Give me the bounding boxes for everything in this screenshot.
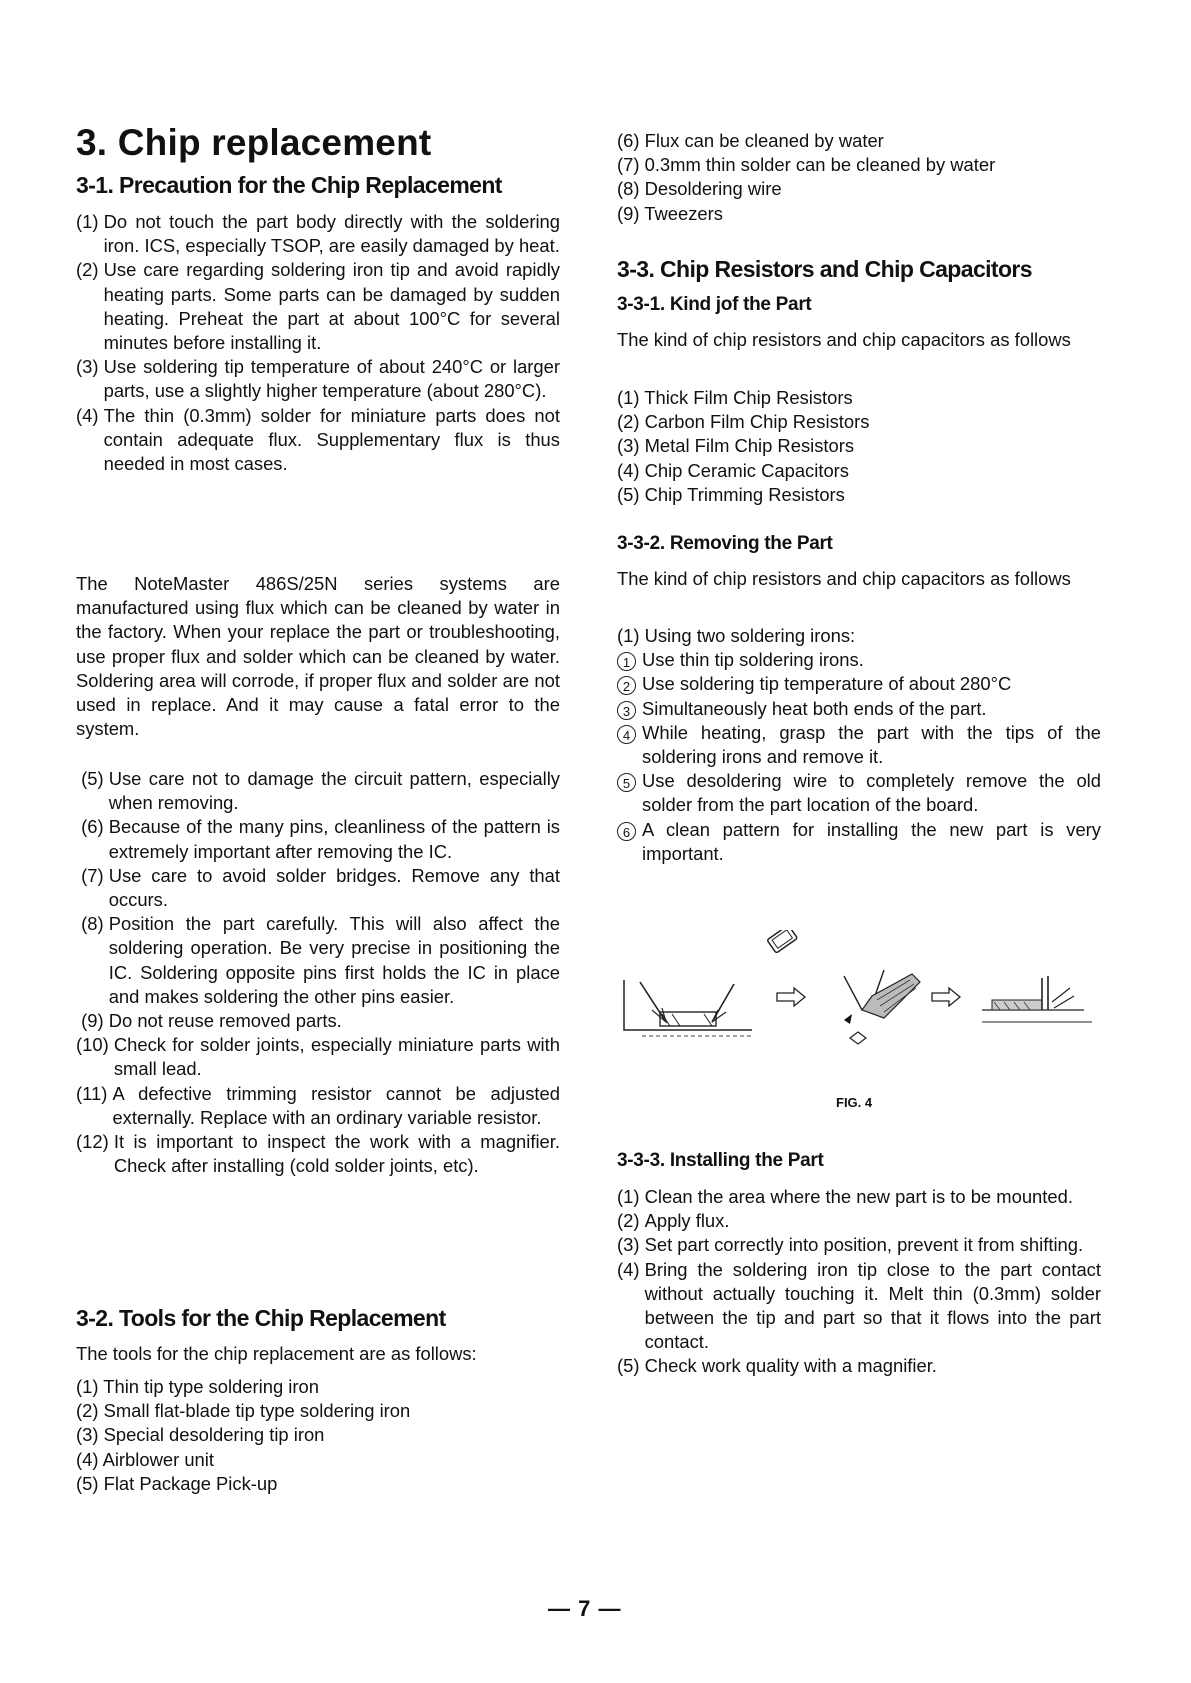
list-item: (6) Because of the many pins, cleanliness of the pattern is extremely important after removing the IC. xyxy=(76,816,560,862)
list-item: (12) It is important to inspect the work with a magnifier. Check after installing (cold solder joints, etc). xyxy=(76,1131,560,1177)
list-item: (9) Do not reuse removed parts. xyxy=(76,1010,342,1032)
kind-list xyxy=(617,386,1101,507)
installing-list xyxy=(617,1185,1101,1379)
circled-number: 1 xyxy=(617,652,636,671)
list-item: (4) Chip Ceramic Capacitors xyxy=(617,459,849,481)
list-item: 2 Use soldering tip temperature of about 280°C xyxy=(617,672,1101,696)
removing-steps xyxy=(617,624,1101,866)
list-item: (6) Flux can be cleaned by water xyxy=(617,130,884,151)
small-diamond-icon xyxy=(850,1032,866,1044)
circled-number: 4 xyxy=(617,725,636,744)
section-3-3-heading: 3-3. Chip Resistors and Chip Capacitors xyxy=(617,256,1032,282)
list-item: (2) Carbon Film Chip Resistors xyxy=(617,411,870,433)
circled-number: 3 xyxy=(617,701,636,720)
removing-lead: (1) Using two soldering irons: xyxy=(617,625,856,646)
list-item: (5) Chip Trimming Resistors xyxy=(617,483,845,505)
tools-intro: The tools for the chip replacement are as follows: xyxy=(76,1343,477,1364)
kind-intro: The kind of chip resistors and chip capacitors as follows xyxy=(617,329,1071,350)
section-3-2-heading: 3-2. Tools for the Chip Replacement xyxy=(76,1305,446,1331)
list-item: (7) 0.3mm thin solder can be cleaned by water xyxy=(617,154,996,176)
circled-number: 2 xyxy=(617,676,636,695)
list-item: (3) Special desoldering tip iron xyxy=(76,1424,325,1446)
arrow-right-icon xyxy=(777,988,805,1006)
tools-list-right xyxy=(617,129,1101,226)
removing-intro: The kind of chip resistors and chip capacitors as follows xyxy=(617,568,1071,589)
list-item: 4 While heating, grasp the part with the tips of the soldering irons and remove it. xyxy=(617,721,1101,769)
clean-pad xyxy=(992,1000,1042,1010)
desoldering-wire xyxy=(862,974,920,1018)
page-title: 3. Chip replacement xyxy=(76,122,432,163)
list-item: (5) Use care not to damage the circuit pattern, especially when removing. xyxy=(76,768,560,814)
list-item: (3) Set part correctly into position, prevent it from shifting. xyxy=(617,1234,1084,1256)
wire-line-left xyxy=(844,976,862,1010)
iron-shaft xyxy=(1042,976,1048,1010)
circled-number: 6 xyxy=(617,822,636,841)
list-item: (3) Metal Film Chip Resistors xyxy=(617,435,855,457)
list-item: (5) Flat Package Pick-up xyxy=(76,1472,278,1494)
section-3-3-2-heading: 3-3-2. Removing the Part xyxy=(617,533,833,554)
small-arrow-icon xyxy=(844,1014,852,1024)
list-item: 6 A clean pattern for installing the new part is very important. xyxy=(617,818,1101,866)
list-item: (5) Check work quality with a magnifier. xyxy=(617,1355,937,1377)
flux-paragraph: The NoteMaster 486S/25N series systems are manufactured using flux which can be cleaned by water in the factory. When your replace the part or troubleshooting, use proper flux and solder which can be cleaned by water. Soldering area will corrode, if proper flux and solder are not used in replace. And it may cause a fatal error to the system. xyxy=(76,573,560,740)
list-item: 1 Use thin tip soldering irons. xyxy=(617,648,1101,672)
iron-tip-lines xyxy=(1052,988,1074,1008)
left-iron xyxy=(640,982,666,1022)
precaution-list-2 xyxy=(76,767,560,1178)
tools-list-left xyxy=(76,1375,560,1496)
precaution-list-1 xyxy=(76,210,560,476)
list-item: (2) Use care regarding soldering iron tip and avoid rapidly heating parts. Some parts can be damaged by sudden heating. Preheat the part at about 100°C for several minutes before installing it. xyxy=(76,259,560,354)
list-item: (4) The thin (0.3mm) solder for miniature parts does not contain adequate flux. Supplementary flux is thus needed in most cases. xyxy=(76,404,560,475)
arrow-right-icon xyxy=(932,988,960,1006)
list-item: (8) Position the part carefully. This will also affect the soldering operation. Be very precise in positioning the IC. Soldering opposite pins first holds the IC in place and makes soldering the other pins easier. xyxy=(76,913,560,1007)
list-item: (10) Check for solder joints, especially miniature parts with small lead. xyxy=(76,1034,560,1080)
list-item: (2) Small flat-blade tip type soldering iron xyxy=(76,1400,411,1422)
removal-illustration xyxy=(622,930,1092,1050)
figure-label: FIG. 4 xyxy=(836,1095,873,1110)
removed-chip-icon xyxy=(767,930,797,953)
list-item: (4) Airblower unit xyxy=(76,1448,214,1470)
list-item: (1) Clean the area where the new part is to be mounted. xyxy=(617,1186,1073,1207)
section-3-3-1-heading: 3-3-1. Kind jof the Part xyxy=(617,294,812,315)
circled-number: 5 xyxy=(617,773,636,792)
section-3-1-heading: 3-1. Precaution for the Chip Replacement xyxy=(76,172,502,198)
list-item: (8) Desoldering wire xyxy=(617,178,782,200)
list-item: 5 Use desoldering wire to completely remove the old solder from the part location of the board. xyxy=(617,769,1101,817)
chip-hatching xyxy=(662,1014,712,1026)
list-item: (3) Use soldering tip temperature of about 240°C or larger parts, use a slightly higher temperature (about 280°C). xyxy=(76,356,560,402)
list-item: (1) Thick Film Chip Resistors xyxy=(617,387,853,408)
list-item: (1) Do not touch the part body directly with the soldering iron. ICS, especially TSOP, are easily damaged by heat. xyxy=(76,211,560,257)
list-item: (7) Use care to avoid solder bridges. Remove any that occurs. xyxy=(76,864,560,911)
list-item: 3 Simultaneously heat both ends of the part. xyxy=(617,697,1101,721)
page-number: — 7 — xyxy=(548,1596,622,1621)
list-item: (4) Bring the soldering iron tip close to the part contact without actually touching it. Melt thin (0.3mm) solder between the tip and part so that it flows into the part contact. xyxy=(617,1258,1101,1353)
list-item: (11) A defective trimming resistor cannot be adjusted externally. Replace with an ordinary variable resistor. xyxy=(76,1082,560,1128)
list-item: (1) Thin tip type soldering iron xyxy=(76,1376,319,1397)
list-item: (9) Tweezers xyxy=(617,202,723,224)
section-3-3-3-heading: 3-3-3. Installing the Part xyxy=(617,1150,824,1171)
list-item: (2) Apply flux. xyxy=(617,1210,730,1232)
